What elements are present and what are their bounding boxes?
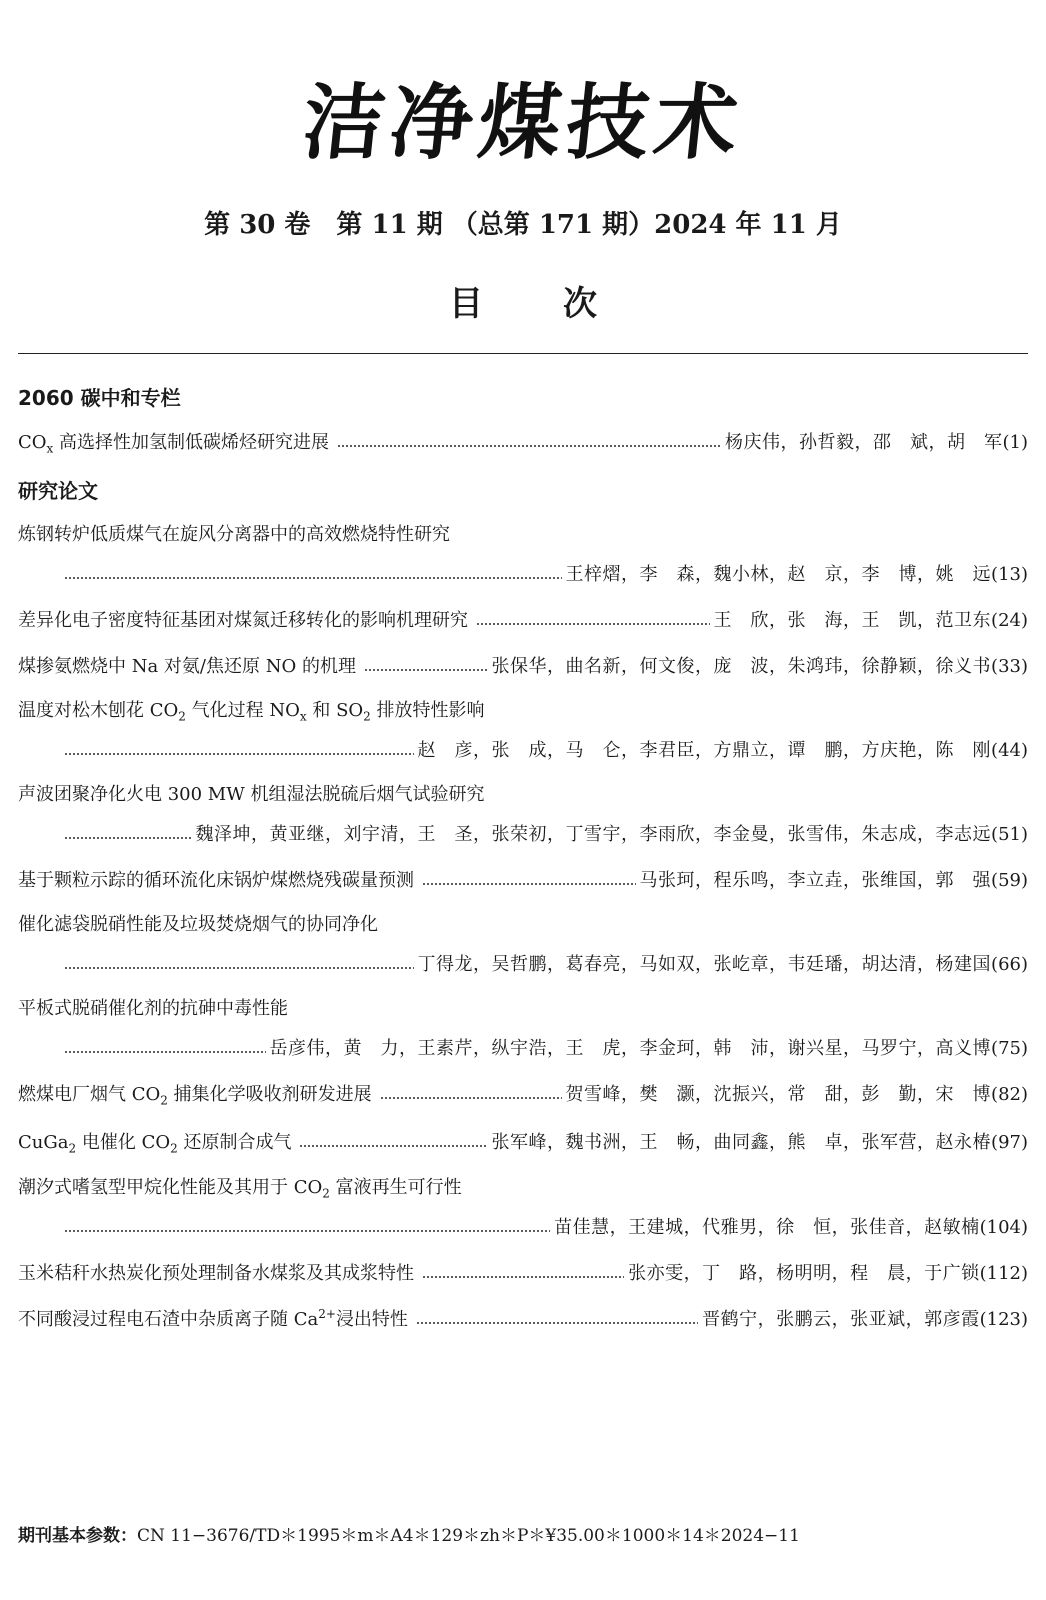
entry-page: (112): [979, 1263, 1028, 1284]
toc-entry[interactable]: [18, 1259, 1028, 1285]
entry-title: $CO_x$ 高选择性加氢制低碳烯烃研究进展: [18, 432, 330, 456]
entry-title[interactable]: 平板式脱硝催化剂的抗砷中毒性能: [18, 998, 288, 1019]
toc-entry[interactable]: [60, 950, 1028, 976]
toc-entry[interactable]: [60, 820, 1028, 846]
entry-page: (104): [979, 1217, 1028, 1238]
toc-entry[interactable]: [60, 736, 1028, 762]
entry-authors: 王梓熠，李 森，魏小林，赵 京，李 博，姚 远: [565, 564, 992, 585]
toc-entry[interactable]: [60, 1034, 1028, 1060]
entry-page: (1): [1002, 432, 1028, 453]
entry-title: 煤掺氨燃烧中 Na 对氨/焦还原 NO 的机理: [18, 656, 356, 677]
leader-dots: [64, 1051, 266, 1053]
entry-title[interactable]: 声波团聚净化火电 300 MW 机组湿法脱硫后烟气试验研究: [18, 784, 485, 805]
entry-page: (123): [979, 1309, 1028, 1330]
journal-parameters: [18, 1525, 800, 1547]
entry-title: 差异化电子密度特征基团对煤氮迁移转化的影响机理研究: [18, 610, 468, 631]
toc-entry[interactable]: [60, 560, 1028, 586]
entry-authors: 岳彦伟，黄 力，王素芹，纵宇浩，王 虎，李金珂，韩 沛，谢兴星，马罗宁，高义博: [269, 1038, 992, 1059]
entry-page: (51): [991, 824, 1028, 845]
entry-page: (44): [991, 740, 1028, 761]
entry-page: (97): [991, 1132, 1028, 1153]
leader-dots: [364, 669, 488, 671]
entry-authors: 马张珂，程乐鸣，李立垚，张维国，郭 强: [639, 870, 992, 891]
entry-page: (59): [991, 870, 1028, 891]
entry-authors: 张亦雯，丁 路，杨明明，程 晨，于广锁: [628, 1263, 980, 1284]
entry-page: (33): [991, 656, 1028, 677]
section-heading-carbon-neutral: 2060 碳中和专栏: [18, 386, 181, 410]
entry-authors: 张军峰，魏书洲，王 畅，曲同鑫，熊 卓，张军营，赵永椿: [491, 1132, 992, 1153]
entry-authors: 赵 彦，张 成，马 仑，李君臣，方鼎立，谭 鹏，方庆艳，陈 刚: [417, 740, 992, 761]
leader-dots: [64, 967, 414, 969]
entry-authors: 贺雪峰，樊 灏，沈振兴，常 甜，彭 勤，宋 博: [565, 1084, 992, 1105]
leader-dots: [64, 1230, 550, 1232]
entry-page: (75): [991, 1038, 1028, 1059]
entry-title: 玉米秸秆水热炭化预处理制备水煤浆及其成浆特性: [18, 1263, 414, 1284]
toc-entry[interactable]: [18, 1128, 1028, 1154]
entry-page: (82): [991, 1084, 1028, 1105]
leader-dots: [422, 1276, 624, 1278]
leader-dots: [337, 445, 721, 447]
entry-authors: 张保华，曲名新，何文俊，庞 波，朱鸿玮，徐静颖，徐义书: [491, 656, 992, 677]
toc-entry[interactable]: [18, 652, 1028, 678]
entry-authors: 王 欣，张 海，王 凯，范卫东: [713, 610, 992, 631]
journal-masthead: 洁净煤技术: [297, 75, 749, 171]
leader-dots: [64, 577, 562, 579]
leader-dots: [299, 1145, 487, 1147]
entry-authors: 晋鹤宁，张鹏云，张亚斌，郭彦霞: [702, 1309, 980, 1330]
toc-entry[interactable]: [18, 606, 1028, 632]
leader-dots: [64, 837, 192, 839]
parameters-label: 期刊基本参数：: [18, 1526, 137, 1546]
entry-authors: 丁得龙，吴哲鹏，葛春亮，马如双，张屹章，韦廷璠，胡达清，杨建国: [417, 954, 992, 975]
toc-entry[interactable]: [18, 866, 1028, 892]
toc-entry[interactable]: [60, 1213, 1028, 1239]
issue-info: 第 30 卷 第 11 期 （总第 171 期）2024 年 11 月: [204, 210, 842, 240]
toc-entry[interactable]: [18, 428, 1028, 454]
entry-title[interactable]: 潮汐式嗜氢型甲烷化性能及其用于 $CO_2$ 富液再生可行性: [18, 1177, 462, 1201]
leader-dots: [416, 1322, 698, 1324]
toc-heading: 目次: [449, 284, 677, 324]
entry-title[interactable]: 炼钢转炉低质煤气在旋风分离器中的高效燃烧特性研究: [18, 524, 450, 545]
entry-title[interactable]: 温度对松木刨花 $CO_2$ 气化过程 $NO_x$ 和 $SO_2$ 排放特性影响: [18, 700, 485, 724]
leader-dots: [380, 1097, 562, 1099]
entry-authors: 苗佳慧，王建城，代雅男，徐 恒，张佳音，赵敏楠: [554, 1217, 980, 1238]
leader-dots: [422, 883, 636, 885]
toc-entry[interactable]: [18, 1305, 1028, 1331]
entry-title[interactable]: 催化滤袋脱硝性能及垃圾焚烧烟气的协同净化: [18, 914, 378, 935]
entry-page: (24): [991, 610, 1028, 631]
entry-page: (66): [991, 954, 1028, 975]
entry-title: 不同酸浸过程电石渣中杂质离子随 $Ca^{2+}$浸出特性: [18, 1307, 408, 1330]
entry-authors: 魏泽坤，黄亚继，刘宇清，王 圣，张荣初，丁雪宇，李雨欣，李金曼，张雪伟，朱志成，李志远: [195, 824, 992, 845]
leader-dots: [476, 623, 710, 625]
entry-page: (13): [991, 564, 1028, 585]
parameters-value: CN 11−3676/TD＊1995＊m＊A4＊129＊zh＊P＊¥35.00＊1000＊14＊2024−11: [137, 1526, 800, 1546]
leader-dots: [64, 753, 414, 755]
header-divider: [18, 353, 1028, 354]
toc-entry[interactable]: [18, 1080, 1028, 1106]
entry-title: 燃煤电厂烟气 $CO_2$ 捕集化学吸收剂研发进展: [18, 1084, 372, 1108]
entry-title: 基于颗粒示踪的循环流化床锅炉煤燃烧残碳量预测: [18, 870, 414, 891]
entry-authors: 杨庆伟，孙哲毅，邵 斌，胡 军: [725, 432, 1003, 453]
entry-title: CuGa$_2$ 电催化 $CO_2$ 还原制合成气: [18, 1132, 292, 1156]
section-heading-research: 研究论文: [18, 479, 98, 503]
